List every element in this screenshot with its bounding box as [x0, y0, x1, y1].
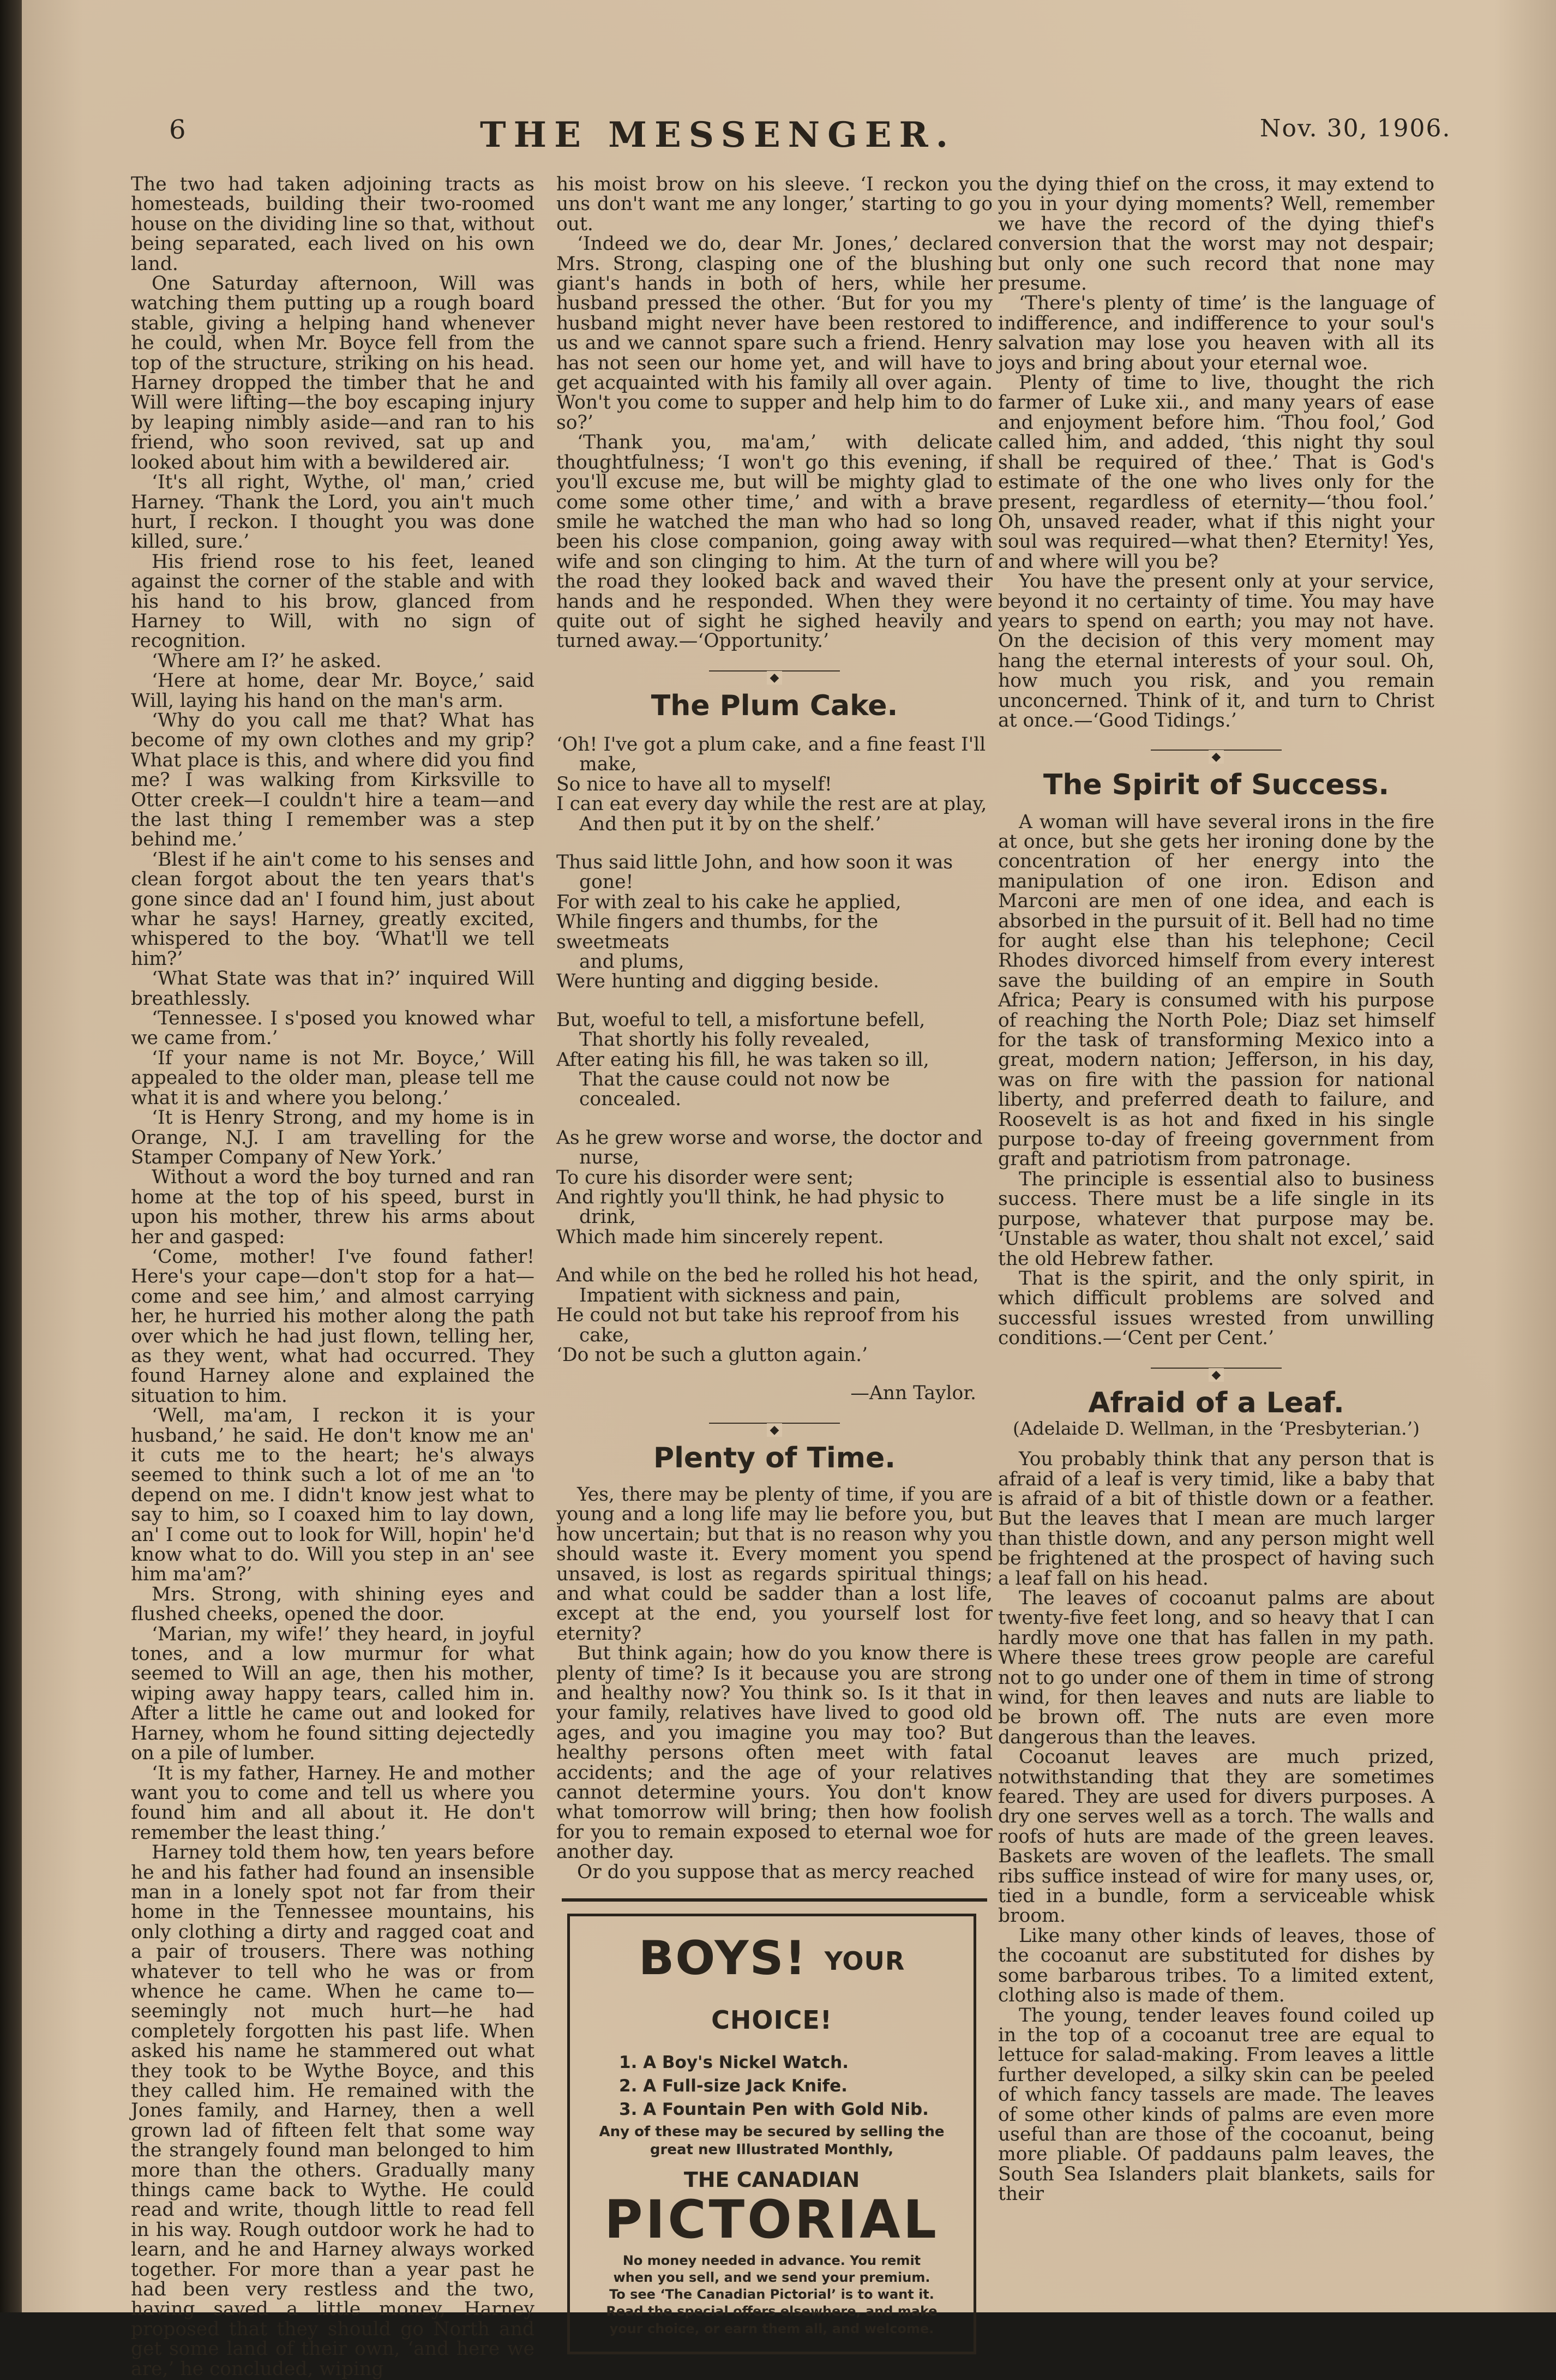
poem-author: —Ann Taylor. — [850, 1382, 976, 1405]
section-divider: ◆ — [556, 666, 993, 676]
paragraph: ‘There's plenty of time’ is the language of indifference, and indifference to your soul's salvation may lose you heaven with all its joys and bring about your eternal woe. — [998, 292, 1434, 374]
paragraph: ‘Why do you call me that? What has become of my own clothes and my grip? What place is this, and where did you find me? I was walking from Kirksville to Otter creek—I couldn't hire a team—and the last thing I remember was a step behind me.’ — [131, 709, 534, 851]
paragraph: The two had taken adjoining tracts as homesteads, building their two-roomed house on the dividing line so that, without being separated, each lived on his own land. — [131, 173, 534, 275]
paragraph: his moist brow on his sleeve. ‘I reckon you uns don't want me any longer,’ starting to go out. — [556, 173, 993, 235]
column-2 — [556, 175, 993, 2354]
poem-line: That the cause could not now be concealed. — [579, 1069, 890, 1111]
paragraph: ‘Where am I?’ he asked. — [152, 650, 382, 672]
newspaper-page — [22, 0, 1556, 2380]
paragraph: The principle is essential also to business success. There must be a life single in its purpose, whatever that purpose may be. ‘Unstable as water, thou shalt not excel,’ said the old Hebrew father. — [998, 1168, 1434, 1270]
poem-line: and plums, — [579, 951, 684, 973]
poem-line: Thus said little John, and how soon it was — [556, 851, 953, 873]
poem-line: As he grew worse and worse, the doctor and — [556, 1126, 983, 1149]
poem-line: He could not but take his reproof from his — [556, 1304, 959, 1327]
poem-stanza — [556, 1266, 993, 1365]
ad-prize-list — [619, 2052, 957, 2120]
paragraph: His friend rose to his feet, leaned against the corner of the stable and with his hand to his brow, glanced from Harney to Will, with no sign of recognition. — [131, 550, 534, 652]
paragraph: Cocoanut leaves are much prized, notwithstanding that they are sometimes feared. They are used for divers purposes. A dry one serves well as a torch. The walls and roofs of huts are made of the green leaves. Baskets are woven of the leaflets. The small ribs suffice instead of wire for many uses, or, tied in a bundle, form a serviceable whisk broom. — [998, 1746, 1434, 1927]
poem-stanza — [556, 735, 993, 834]
paragraph: Or do you suppose that as mercy reached — [577, 1861, 975, 1883]
paragraph: Without a word the boy turned and ran home at the top of his speed, burst in upon his mother, threw his arms about her and gasped: — [131, 1166, 534, 1248]
paragraph: Plenty of time to live, thought the rich farmer of Luke xii., and many years of ease and enjoyment before him. ‘Thou fool,’ God called him, and added, ‘this night thy soul shall be required of thee.’ That is God's estimate of the one who lives only for the present, regardless of eternity—‘thou fool.’ Oh, unsaved reader, what if this night your soul was required—what then? Eternity! Yes, and where will you be? — [998, 372, 1434, 573]
poem-line: Impatient with sickness and pain, — [579, 1284, 901, 1306]
paragraph: That is the spirit, and the only spirit, in which difficult problems are solved and successful issues wrested from unwilling conditions.—‘Cent per Cent.’ — [998, 1267, 1434, 1350]
paragraph: ‘If your name is not Mr. Boyce,’ Will appealed to the older man, please tell me what it is and where you belong.’ — [131, 1047, 534, 1109]
paragraph: One Saturday afternoon, Will was watching them putting up a rough board stable, giving a helping hand whenever he could, when Mr. Boyce fell from the top of the structure, striking on his head. Harney dropped the timber that he and Will were lifting—the boy escaping injury by leaping nimbly aside—and ran to his friend, who soon revived, sat up and looked about him with a bewildered air. — [131, 273, 534, 473]
paragraph: ‘Blest if he ain't come to his senses and clean forgot about the ten years that's gone since dad an' I found him, just about whar he says! Harney, greatly excited, whispered to the boy. ‘What'll we tell him?’ — [131, 848, 534, 970]
ad-prize-item: 1. A Boy's Nickel Watch. — [619, 2053, 849, 2073]
poem-line: For with zeal to his cake he applied, — [556, 891, 902, 913]
ad-prize-item: 3. A Fountain Pen with Gold Nib. — [619, 2099, 929, 2119]
ad-footer-line: Read the special offers elsewhere, and make — [606, 2304, 938, 2319]
section-divider: ◆ — [556, 1418, 993, 1429]
paragraph: But think again; how do you know there is plenty of time? Is it because you are strong and healthy now? You think so. Is it that in your family, relatives have lived to good old ages, and you imagine you may too? But healthy persons often meet with fatal accidents; and the age of your relatives cannot determine yours. You don't know what tomorrow will bring; then how foolish for you to remain exposed to eternal woe for another day. — [556, 1642, 993, 1863]
ad-headline-tail: YOUR CHOICE! — [711, 1946, 905, 2035]
advertisement — [556, 1898, 993, 2354]
ad-headline — [586, 1929, 957, 2047]
paragraph: Like many other kinds of leaves, those of the cocoanut are substituted for dishes by some barbarous tribes. To a limited extent, clothing also is made of them. — [998, 1925, 1434, 2007]
column-1 — [131, 175, 534, 2379]
ad-brand-logo: PICTORIAL — [604, 2189, 939, 2250]
poem-stanza — [556, 853, 993, 992]
paragraph: ‘It's all right, Wythe, ol' man,’ cried Harney. ‘Thank the Lord, you ain't much hurt, I reckon. I thought you was done killed, sure.’ — [131, 471, 534, 553]
poem-line: ‘Do not be such a glutton again.’ — [556, 1344, 868, 1366]
paragraph: ‘Tennessee. I s'posed you knowed whar we came from.’ — [131, 1008, 534, 1050]
poem-line: Which made him sincerely repent. — [556, 1226, 884, 1248]
paragraph: ‘Indeed we do, dear Mr. Jones,’ declared Mrs. Strong, clasping one of the blushing giant's hands in both of hers, while her husband pressed the other. ‘But for you my husband might never have been restored to us and we cannot spare such a friend. Henry has not seen our home yet, and will have to get acquainted with his family all over again. Won't you come to supper and help him to do so?’ — [556, 233, 993, 434]
poem-body — [556, 735, 993, 1365]
paragraph: A woman will have several irons in the fire at once, but she gets her ironing done by the concentration of her energy into the manipulation of one iron. Edison and Marconi are men of one idea, and each is absorbed in the pursuit of it. Bell had no time for aught else than his telephone; Cecil Rhodes divorced himself from every interest save the building of an empire in South Africa; Peary is consumed with his purpose of reaching the North Pole; Diaz set himself for the task of transforming Mexico into a great, modern nation; Jefferson, in his day, was on fire with the passion for national liberty, and preferred death to failure, and Roosevelt is as hot and fixed in his single purpose to-day of freeing government from graft and patriotism from patronage. — [998, 811, 1434, 1171]
poem-line: And then put it by on the shelf.’ — [579, 813, 881, 835]
column-3 — [998, 175, 1434, 2204]
poem-line: And rightly you'll think, he had physic to — [556, 1186, 945, 1209]
masthead: THE MESSENGER. — [480, 115, 956, 155]
paragraph: You have the present only at your service, beyond it no certainty of time. You may have years to spend on earth; you may not have. On the decision of this very moment may hang the eternal interests of your soul. Oh, how much you risk, and you remain unconcerned. Think of it, and turn to Christ at once.—‘Good Tidings.’ — [998, 571, 1434, 732]
paragraph: Yes, there may be plenty of time, if you are young and a long life may lie before you, but how uncertain; but that is no reason why you should waste it. Every moment you spend unsaved, is lost as regards spiritual things; and what could be sadder than a lost life, except at the end, you yourself lost for eternity? — [556, 1483, 993, 1645]
paragraph: ‘Here at home, dear Mr. Boyce,’ said Will, laying his hand on the man's arm. — [131, 670, 534, 712]
article-title: The Spirit of Success. — [1043, 769, 1390, 802]
poem-line: drink, — [579, 1206, 636, 1228]
ad-offer-line: Any of these may be secured by selling the — [599, 2124, 945, 2141]
poem-line: I can eat every day while the rest are at play, — [556, 793, 987, 816]
ad-prize-item: 2. A Full-size Jack Knife. — [619, 2076, 848, 2096]
paragraph: You probably think that any person that is afraid of a leaf is very timid, like a baby that is afraid of a bit of thistle down or a feather. But the leaves that I mean are much larger than thistle down, and any person might well be frightened at the prospect of having such a leaf fall on his head. — [998, 1448, 1434, 1590]
ad-footer — [586, 2252, 957, 2337]
poem-line: ‘Oh! I've got a plum cake, and a fine feast I'll — [556, 733, 986, 756]
paragraph: the dying thief on the cross, it may extend to you in your dying moments? Well, remember we have the record of the dying thief's conversion that the worst may not despair; but only one such record that none may presume. — [998, 173, 1434, 295]
poem-line: After eating his fill, he was taken so ill, — [556, 1048, 929, 1071]
poem-line: So nice to have all to myself! — [556, 773, 832, 795]
ad-offer-line: great new Illustrated Monthly, — [650, 2141, 894, 2158]
poem-line: gone! — [579, 871, 634, 894]
section-divider: ◆ — [998, 1363, 1434, 1374]
issue-date: Nov. 30, 1906. — [1260, 115, 1451, 142]
paragraph: ‘It is my father, Harney. He and mother want you to come and tell us where you found him and all about it. He don't remember the least thing.’ — [131, 1762, 534, 1844]
paragraph: ‘What State was that in?’ inquired Will breathlessly. — [131, 968, 534, 1010]
ad-footer-line: when you sell, and we send your premium. — [613, 2269, 930, 2285]
paragraph: ‘Come, mother! I've found father! Here's your cape—don't stop for a hat—come and see him,’ and almost carrying her, he hurried his mother along the path over which he had just flown, telling her, as they went, what had occurred. They found Harney alone and explained the situation to him. — [131, 1245, 534, 1407]
section-divider: ◆ — [998, 745, 1434, 756]
ad-footer-line: No money needed in advance. You remit — [622, 2252, 921, 2268]
paragraph: ‘Marian, my wife!’ they heard, in joyful tones, and a low murmur for what seemed to Will an age, then his mother, wiping away happy tears, called him in. After a little he came out and looked for Harney, whom he found sitting dejectedly on a pile of lumber. — [131, 1623, 534, 1765]
poem-line: To cure his disorder were sent; — [556, 1166, 854, 1189]
poem-line: While fingers and thumbs, for the sweetmeats — [556, 911, 879, 953]
ad-box — [567, 1914, 976, 2354]
paragraph: ‘It is Henry Strong, and my home is in Orange, N.J. I am travelling for the Stamper Company of New York.’ — [131, 1107, 534, 1168]
ad-top-rule — [562, 1898, 987, 1902]
poem-line: And while on the bed he rolled his hot head, — [556, 1264, 979, 1287]
ad-footer-line: your choice, or earn them all, and welcome. — [609, 2321, 934, 2336]
paragraph: The young, tender leaves found coiled up in the top of a cocoanut tree are equal to lettuce for salad-making. From leaves a little further developed, a silky skin can be peeled of which fancy tassels are made. The leaves of some other kinds of palms are even more useful than are those of the cocoanut, being more pliable. Of paddauns palm leaves, the South Sea Islanders plait blankets, sails for their — [998, 2004, 1434, 2205]
poem-line: make, — [579, 753, 637, 776]
poem-line: cake, — [579, 1324, 630, 1346]
paragraph: Mrs. Strong, with shining eyes and flushed cheeks, opened the door. — [131, 1583, 534, 1626]
paragraph: ‘Well, ma'am, I reckon it is your husband,’ he said. He don't know me an' it cuts me to the heart; he's always seemed to think such a lot of me an 'to depend on me. I didn't know jest what to say to him, so I coaxed him to lay down, an' I come out to look for Will, hopin' he'd know what to do. Will you step in an' see him ma'am?’ — [131, 1405, 534, 1586]
article-byline: (Adelaide D. Wellman, in the ‘Presbyterian.’) — [1012, 1417, 1420, 1439]
poem-stanza — [556, 1128, 993, 1247]
poem-line: nurse, — [579, 1147, 640, 1169]
ad-footer-line: To see ‘The Canadian Pictorial’ is to want it. — [609, 2287, 934, 2303]
poem-line: That shortly his folly revealed, — [579, 1029, 870, 1051]
page-number: 6 — [169, 115, 186, 145]
ad-headline-main: BOYS! — [638, 1931, 807, 1986]
ad-brand-small: THE CANADIAN — [683, 2168, 860, 2192]
paragraph: The leaves of cocoanut palms are about twenty-five feet long, and so heavy that I can hardly move one that has fallen in my path. Where these trees grow people are careful not to go under one of them in time of strong wind, for then leaves and nuts are liable to be brown off. The nuts are even more dangerous than the leaves. — [998, 1587, 1434, 1748]
paragraph: ‘Thank you, ma'am,’ with delicate thoughtfulness; ‘I won't go this evening, if you'll excuse me, but will be mighty glad to come some other time,’ and with a brave smile he watched the man who had so long been his close companion, going away with wife and son clinging to him. At the turn of the road they looked back and waved their hands and he responded. When they were quite out of sight he sighed heavily and turned away.—‘Opportunity.’ — [556, 431, 993, 652]
poem-line: Were hunting and digging beside. — [556, 970, 879, 993]
poem-line: But, woeful to tell, a misfortune befell, — [556, 1009, 926, 1031]
poem-stanza — [556, 1010, 993, 1110]
paragraph: Harney told them how, ten years before he and his father had found an insensible man in a lonely spot not far from their home in the Tennessee mountains, his only clothing a dirty and ragged coat and a pair of trousers. There was nothing whatever to tell who he was or from whence he came. When he came to—seemingly not much hurt—he had completely forgotten his past life. When asked his name he stammered out what they took to be Wythe Boyce, and this they called him. He remained with the Jones family, and Harney, then a well grown lad of fifteen felt that some way the strangely found man belonged to him more than the others. Gradually many things came back to Wythe. He could read and write, though little to read fell in his way. Rough outdoor work he had to learn, and he and Harney always worked together. For more than a year past he had been very restless and the two, having saved a little money, Harney proposed that they should go North and get some land of their own, ‘and here we are,’ he concluded, wiping — [131, 1842, 534, 2380]
poem-title: The Plum Cake. — [651, 689, 898, 722]
article-title: Plenty of Time. — [653, 1441, 896, 1474]
article-title: Afraid of a Leaf. — [1088, 1386, 1344, 1419]
